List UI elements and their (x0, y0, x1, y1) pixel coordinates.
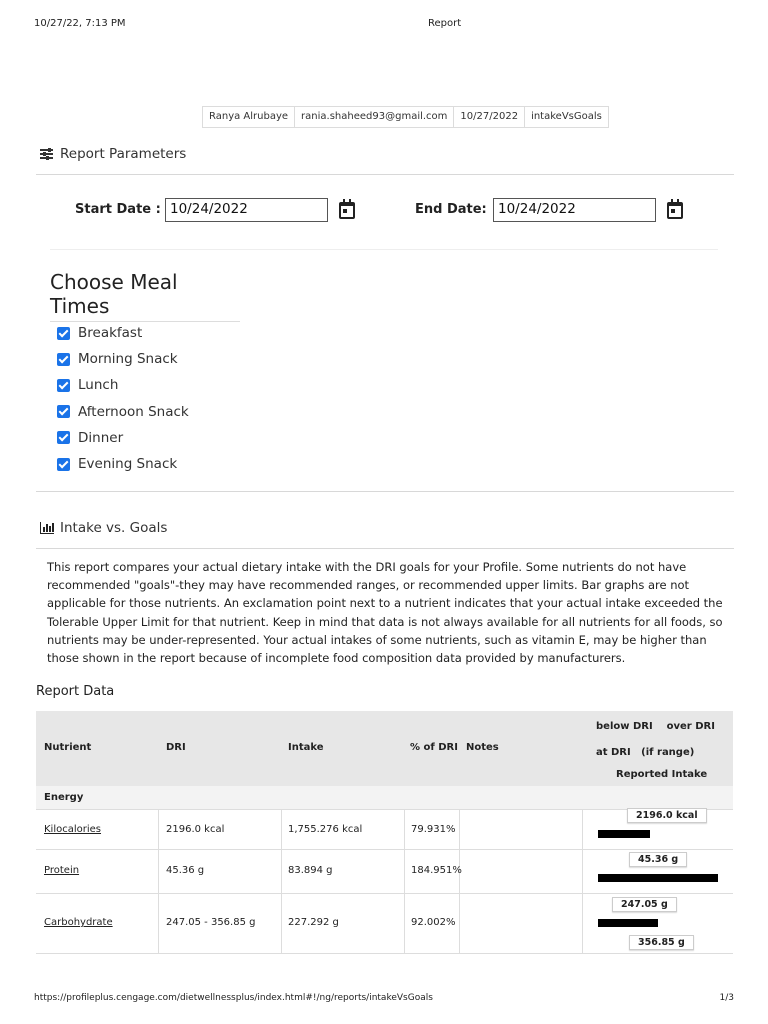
date-range (0, 198, 768, 224)
end-date-input[interactable]: 10/24/2022 (493, 198, 656, 222)
user-name: Ranya Alrubaye (203, 107, 295, 127)
dri-low-label: 247.05 g (612, 897, 677, 912)
meal-checkbox-dinner[interactable] (57, 425, 189, 451)
print-header (34, 18, 734, 32)
pct-value: 184.951% (411, 865, 462, 876)
meal-checkbox-evening-snack[interactable] (57, 451, 189, 477)
report-description: This report compares your actual dietary intake with the DRI goals for your Profile. Some nutrients do not have recommended "goals"-they may have recommended ranges, or recommended upper limits. Bar graphs are not applicable for those nutrients. An exclamation point next to a nutrient indicates that your actual intake exceeded the Tolerable Upper Limit for that nutrient. Keep in mind that data is not always available for all nutrients for all foods, so nutrients may be under-represented. Your actual intakes of some nutrients, such as vitamin E, may be higher than those shown in the report because of incomplete food composition data provided by manufacturers. (47, 560, 723, 666)
print-title: Report (428, 18, 462, 29)
dri-value: 2196.0 kcal (166, 824, 225, 835)
report-parameters-header[interactable] (40, 146, 186, 162)
legend-line-2: at DRI (if range) (596, 747, 695, 758)
print-footer (34, 993, 734, 1003)
group-label: Energy (44, 792, 84, 803)
divider (36, 548, 734, 549)
meal-times-list (57, 320, 189, 477)
meal-label: Afternoon Snack (78, 403, 189, 420)
start-date-input[interactable]: 10/24/2022 (165, 198, 328, 222)
checkbox[interactable] (57, 405, 70, 418)
user-info-bar (202, 106, 609, 128)
meal-times-title: Choose Meal Times (50, 270, 240, 322)
table-row (36, 894, 733, 954)
legend-line-1: below DRI over DRI (596, 721, 715, 732)
divider (36, 174, 734, 175)
table-row (36, 810, 733, 850)
legend-line-3: Reported Intake (616, 769, 708, 780)
sliders-icon (40, 148, 54, 160)
checkbox[interactable] (57, 353, 70, 366)
checkbox[interactable] (57, 379, 70, 392)
page-number: 1/3 (719, 993, 734, 1003)
meal-checkbox-breakfast[interactable] (57, 320, 189, 346)
meal-label: Breakfast (78, 325, 143, 342)
intake-bar (598, 919, 658, 927)
table-row (36, 850, 733, 894)
pct-value: 92.002% (411, 917, 456, 928)
intake-bar (598, 830, 650, 838)
divider (36, 491, 734, 492)
intake-value: 227.292 g (288, 917, 339, 928)
meal-label: Lunch (78, 377, 119, 394)
meal-checkbox-lunch[interactable] (57, 372, 189, 398)
group-row-energy (36, 786, 733, 810)
report-date: 10/27/2022 (454, 107, 525, 127)
report-data-table (36, 711, 733, 954)
meal-checkbox-morning-snack[interactable] (57, 346, 189, 372)
meal-label: Dinner (78, 429, 124, 446)
dri-value: 45.36 g (166, 865, 205, 876)
intake-vs-goals-title: Intake vs. Goals (60, 520, 168, 536)
checkbox[interactable] (57, 458, 70, 471)
dri-marker-label: 45.36 g (629, 852, 687, 867)
report-parameters-title: Report Parameters (60, 146, 187, 162)
pct-value: 79.931% (411, 824, 456, 835)
nutrient-link[interactable]: Carbohydrate (44, 917, 113, 928)
bar-chart-icon (40, 522, 54, 534)
col-nutrient: Nutrient (44, 742, 92, 753)
intake-value: 83.894 g (288, 865, 333, 876)
calendar-icon[interactable] (339, 202, 355, 219)
nutrient-link[interactable]: Protein (44, 865, 80, 876)
end-date-label: End Date: (415, 202, 487, 217)
intake-vs-goals-header[interactable] (40, 520, 167, 536)
dri-value: 247.05 - 356.85 g (166, 917, 256, 928)
dri-high-label: 356.85 g (629, 935, 694, 950)
col-dri: DRI (166, 742, 186, 753)
divider (50, 249, 718, 250)
meal-label: Evening Snack (78, 456, 178, 473)
col-notes: Notes (466, 742, 499, 753)
nutrient-link[interactable]: Kilocalories (44, 824, 102, 835)
print-timestamp: 10/27/22, 7:13 PM (34, 18, 126, 29)
checkbox[interactable] (57, 327, 70, 340)
intake-bar (598, 874, 718, 882)
report-name: intakeVsGoals (531, 111, 602, 122)
table-header (36, 711, 733, 786)
calendar-icon[interactable] (667, 202, 683, 219)
meal-label: Morning Snack (78, 351, 178, 368)
dri-marker-label: 2196.0 kcal (627, 808, 707, 823)
page-url: https://profileplus.cengage.com/dietwellnessplus/index.html#!/ng/reports/intakeVsGoals (34, 993, 433, 1003)
report-data-title: Report Data (36, 684, 115, 699)
checkbox[interactable] (57, 431, 70, 444)
start-date-label: Start Date : (75, 202, 161, 217)
col-pct-dri: % of DRI (410, 742, 458, 753)
col-intake: Intake (288, 742, 324, 753)
intake-value: 1,755.276 kcal (288, 824, 363, 835)
meal-checkbox-afternoon-snack[interactable] (57, 399, 189, 425)
user-email: rania.shaheed93@gmail.com (295, 107, 454, 127)
